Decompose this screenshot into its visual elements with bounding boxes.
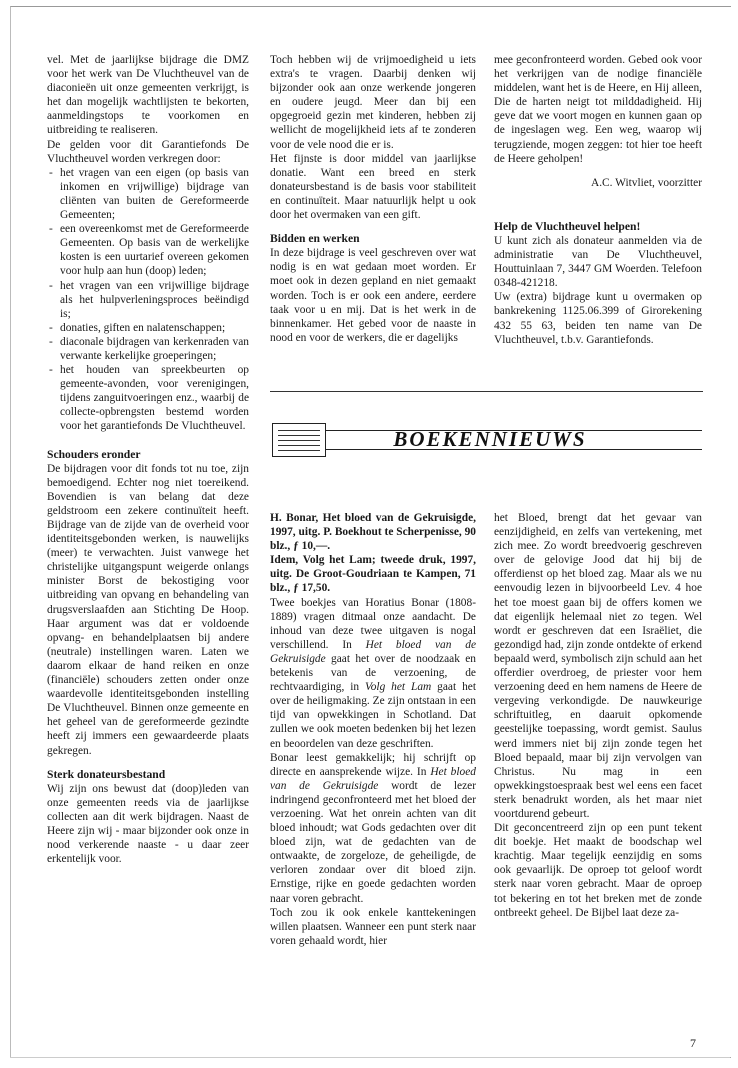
column-4 [270, 511, 476, 948]
page-number: 7 [690, 1036, 696, 1050]
paragraph: vel. Met de jaarlijkse bijdrage die DMZ voor het werk van De Vluchtheuvel van de diaconieën uit onze gemeenten verkrijgt, is het dan mogelijk wachtlijsten te bekorten, aanmeldingstops te voorkomen en uitbreiding te realiseren. [47, 54, 249, 137]
list-item: - donaties, giften en nalatenschappen; [60, 321, 249, 335]
paragraph: U kunt zich als donateur aanmelden via de administratie van De Vluchtheuvel, Houttuinlaan 7, 3447 GM Woerden. Telefoon 0348-421218. [494, 234, 702, 290]
book-reference: H. Bonar, Het bloed van de Gekruisigde, 1997, uitg. P. Boekhout te Scherpenisse, 90 blz., ƒ 10,—. [270, 512, 476, 553]
boekennieuws-banner [270, 418, 703, 460]
paragraph: Twee boekjes van Horatius Bonar (1808-1889) vragen ditmaal onze aandacht. De inhoud van deze twee uitgaven is nogal verschillend. In Het bloed van de Gekruisigde gaat het over de noodzaak en betekenis van de verzoening, de rechtvaardiging, in Volg het Lam gaat het over de heiligmaking. Ze zijn ontstaan in een tijd van opwekkingen in Schotland. Dat zullen we ook moeten bedenken bij het lezen en beoordelen van deze geschriften. [270, 596, 476, 750]
book-title: Volg het Lam [365, 681, 432, 694]
column-3 [494, 53, 702, 347]
heading-sterk-donateursbestand: Sterk donateursbestand [47, 767, 166, 781]
list-item: - diaconale bijdragen van kerkenraden van verwante kerkelijke groeperingen; [60, 335, 249, 363]
paragraph: Bonar leest gemakkelijk; hij schrijft op directe en aansprekende wijze. In Het bloed van de Gekruisigde wordt de lezer indringend geconfronteerd met het bloed der verzoening. Wat het onrein achten van dit bloed inhoudt; wat Gods gedachten over dit bloed zijn, wat de gedachten van de ontwaakte, de zorgeloze, de geheiligde, de verloren zondaar over dit bloed zijn. Ernstige, rijke en goede gedachten worden naar voren gebracht. [270, 751, 476, 905]
paragraph: Toch zou ik ook enkele kanttekeningen willen plaatsen. Wanneer een punt sterk naar voren gehaald wordt, hier [270, 906, 476, 947]
column-5 [494, 511, 702, 920]
paragraph: De gelden voor dit Garantiefonds De Vluchtheuvel worden verkregen door: [47, 138, 249, 165]
signature: A.C. Witvliet, voorzitter [590, 176, 702, 189]
column-1 [47, 53, 249, 866]
list-item: - het vragen van een vrijwillige bijdrage als het hulpverleningsproces beëindigd is; [60, 279, 249, 321]
book-icon [272, 423, 326, 457]
paragraph: mee geconfronteerd worden. Gebed ook voor het verkrijgen van de nodige financiële middelen, want het is de Heere, en Hij alleen, Die de harten neigt tot milddadigheid. Hij geve dat we voort mogen en kunnen gaan op de ingeslagen weg. Een weg, waarop wij terugziende, mogen zeggen: tot hier toe heeft de Heere geholpen! [494, 54, 702, 165]
list-item: - het houden van spreekbeurten op gemeente-avonden, voor verenigingen, tijdens zanguitvoeringen enz., waarbij de collecte-opbrengsten bestemd worden voor het garantiefonds De Vluchtheuvel. [60, 363, 249, 433]
heading-help-de-vluchtheuvel: Help de Vluchtheuvel helpen! [494, 219, 641, 233]
page-bottom-line [10, 1057, 730, 1058]
list-item: - een overeenkomst met de Gereformeerde Gemeenten. Op basis van de werkelijke kosten is een uurtarief overeen gekomen voor hulp aan hun (doop) leden; [60, 222, 249, 278]
paragraph: De bijdragen voor dit fonds tot nu toe, zijn bemoedigend. Echter nog niet toereikend. Bovendien is van belang dat deze geldstroom een zekere continuïteit heeft. Bijdrage van de zijde van de overheid voor identiteitsgebonden werken, is nauwelijks (meer) te verwachten. Juist vanwege het christelijke uitgangspunt weigerde onlangs minister Borst de bekostiging voor uitbreiding van opvang en behandeling van drugsverslaafden aan Stichting De Hoop. Haar argument was dat er voldoende opvang- en behandelplaatsen bij andere (neutrale) instellingen waren. Laten we daarom elkaar de hand reiken en onze (financiële) schouders zetten onder onze waardevolle identiteitsgebonden instelling De Vluchtheuvel. Binnen onze gemeente en het geheel van de gereformeerde gezindte heeft zij immers een gewaardeerde plaats gekregen. [47, 462, 249, 757]
paragraph: In deze bijdrage is veel geschreven over wat nodig is en wat gedaan moet worden. Er moet ook in dezen gepland en niet gemaakt worden. Toch is er ook een andere, eerdere taak voor u en mij. Dat is het werk in de binnenkamer. Het gebed voor de naaste in nood en voor de werkers, die er dagelijks [270, 247, 476, 344]
paragraph: het Bloed, brengt dat het gevaar van eenzijdigheid, en zelfs van vertekening, met zich mee. Zo wordt breedvoerig geschreven over de gelovige Jood dat hij bij de offerdienst op het bloed zag. Maar als we nu eenvoudig lezen in bijvoorbeeld Lev. 4 hoe het toe moest gaan bij de offers komen we dat eigenlijk helemaal niet zo tegen. Wel wordt er geschreven dat een Israëliet, die gezondigd had, zijn zonde ontdekte of erkend bepaald werd, symbolisch zijn schuld aan het offerdier overdroeg, de priester voor hem verzoening deed en hem namens de Heere de vergeving verkondigde. De nauwkeurige schriftuitleg, en daaruit opkomende geestelijke toepassing, wordt gemist. Saulus werd immers niet bij zijn zonde tegen het Bloed bepaald, maar bij zijn vervolgen van Christus. Nu mag in een opwekkingstoespraak best wel eens een facet sterk benadrukt worden, als het maar niet voortdurend gebeurt. [494, 512, 702, 820]
list-item: - het vragen van een eigen (op basis van inkomen en vrijwillige) bijdrage van cliënten van buiten de Gereformeerde Gemeenten; [60, 166, 249, 222]
paragraph: Toch hebben wij de vrijmoedigheid u iets extra's te vragen. Daarbij denken wij bijzonder ook aan onze werkende jongeren en oudere jeugd. Meer dan bij een opgegroeid gezin met kinderen, hebben zij wellicht de mogelijkheid iets af te zonderen voor de vele nood die er is. [270, 54, 476, 151]
book-title: Het bloed van de Gekruisigde [270, 765, 476, 792]
heading-schouders-eronder: Schouders eronder [47, 447, 141, 461]
section-divider [270, 391, 703, 392]
column-2 [270, 53, 476, 345]
paragraph: Het fijnste is door middel van jaarlijkse donatie. Want een breed en sterk donateursbestand is de basis voor stabiliteit en continuïteit. Maar natuurlijk helpt u ook door het overmaken van een gift. [270, 152, 476, 222]
paragraph: Wij zijn ons bewust dat (doop)leden van onze gemeenten reeds via de jaarlijkse collecten aan dit werk bijdragen. Naast de Heere zijn wij - maar bijzonder ook onze in nood verkerende naaste - u daar zeer erkentelijk voor. [47, 782, 249, 866]
book-reference: Idem, Volg het Lam; tweede druk, 1997, uitg. De Groot-Goudriaan te Kampen, 71 blz., ƒ 17,50. [270, 554, 476, 595]
heading-bidden-en-werken: Bidden en werken [270, 232, 360, 246]
paragraph: Uw (extra) bijdrage kunt u overmaken op bankrekening 1125.06.399 of Girorekening 432 55 63, beiden ten name van De Vluchtheuvel, t.b.v. Garantiefonds. [494, 291, 702, 346]
paragraph: Dit geconcentreerd zijn op een punt tekent dit boekje. Het maakt de boodschap wel krachtig. Maar tegelijk eenzijdig en soms ook gevaarlijk. De oproep tot geloof wordt sterk naar voren gebracht. Maar de oproep tot bekering en tot het breken met de zonde ontbreekt geheel. De Bijbel laat deze za- [494, 822, 702, 919]
section-title: BOEKENNIEUWS [393, 427, 587, 451]
book-title: Het bloed van de Gekruisigde [270, 638, 476, 665]
funding-list [47, 166, 249, 434]
